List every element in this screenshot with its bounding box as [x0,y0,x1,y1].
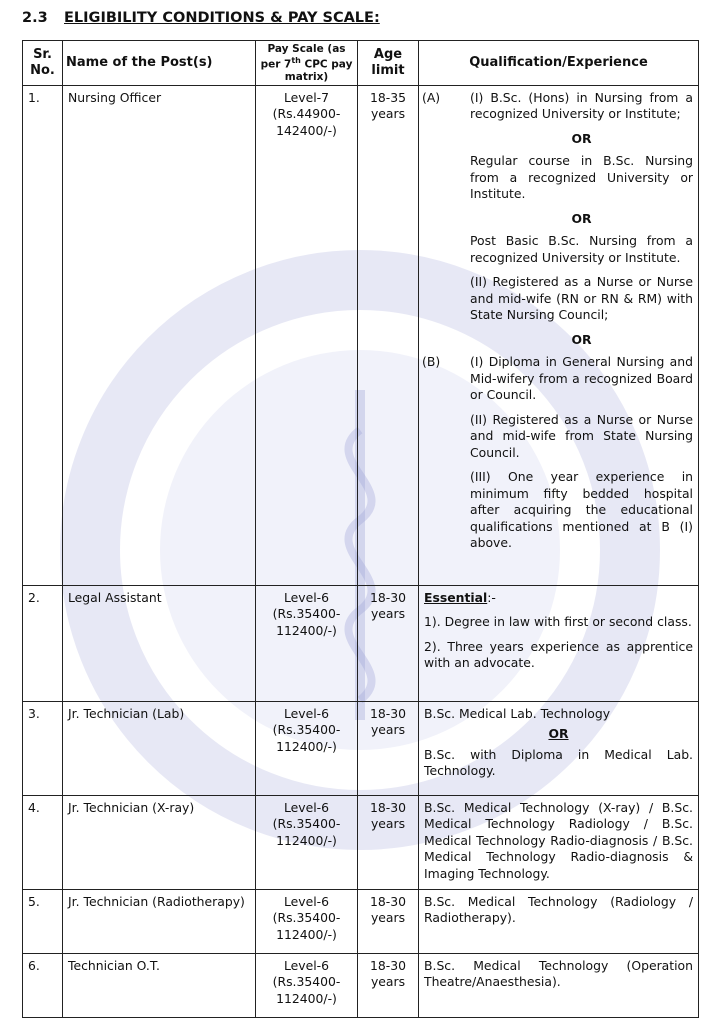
pay-level: Level-6 [283,799,330,815]
age-limit: 18-30 years [358,953,419,1017]
header-sr-no: Sr. No. [23,41,63,86]
post-name: Technician O.T. [63,953,256,1017]
qualification [419,585,699,701]
pay-range: (Rs.35400-112400/-) [272,910,341,942]
qualification: B.Sc. Medical Technology (X-ray) / B.Sc. Medical Technology Radiology / B.Sc. Medical Technology Radio-diagnosis / B.Sc. Medical Technology Radio-diagnosis & Imaging Technology. [419,795,699,889]
qual-text: (II) Registered as a Nurse or Nurse and mid-wife (RN or RN & RM) with State Nursing Council; [470,274,693,322]
qualification [419,85,699,585]
sr-no: 6. [23,953,63,1017]
qual-text: 1). Degree in law with first or second class. [424,614,692,629]
or-label: OR [548,726,569,741]
sr-no: 3. [23,701,63,795]
post-name: Jr. Technician (Radiotherapy) [63,889,256,953]
qual-text: B.Sc. with Diploma in Medical Lab. Technology. [424,746,693,778]
qual-text: Post Basic B.Sc. Nursing from a recognized University or Institute. [470,233,693,265]
qual-text: (III) One year experience in minimum fifty bedded hospital after acquiring the educational qualifications mentioned at B (I) above. [470,469,693,550]
pay-level: Level-6 [283,893,330,909]
header-post-name: Name of the Post(s) [63,41,256,86]
pay-scale [256,889,358,953]
qualification [419,701,699,795]
pay-scale [256,795,358,889]
section-title: ELIGIBILITY CONDITIONS & PAY SCALE: [64,10,380,26]
pay-scale [256,953,358,1017]
pay-level: Level-7 [283,89,330,105]
sr-no: 4. [23,795,63,889]
qual-text: 2). Three years experience as apprentice with an advocate. [424,638,693,670]
pay-level: Level-6 [283,705,330,721]
eligibility-table [22,40,699,1018]
or-label: OR [571,210,592,226]
sr-no: 2. [23,585,63,701]
sr-no: 1. [23,85,63,585]
age-limit: 18-30 years [358,585,419,701]
pay-range: (Rs.44900-142400/-) [272,106,341,138]
qual-section-label: (B) [422,354,441,369]
header-row [23,41,699,86]
post-name: Jr. Technician (X-ray) [63,795,256,889]
header-pay-scale: Pay Scale (as per 7th CPC pay matrix) [256,41,358,86]
age-limit: 18-30 years [358,701,419,795]
or-label: OR [571,130,592,146]
header-age-limit: Age limit [358,41,419,86]
pay-level: Level-6 [283,957,330,973]
qual-text: B.Sc. Medical Lab. Technology [424,705,611,721]
pay-range: (Rs.35400-112400/-) [272,974,341,1006]
post-name: Legal Assistant [63,585,256,701]
header-qualification: Qualification/Experience [419,41,699,86]
pay-range: (Rs.35400-112400/-) [272,816,341,848]
pay-scale [256,701,358,795]
post-name: Jr. Technician (Lab) [63,701,256,795]
pay-scale [256,85,358,585]
qual-text: (II) Registered as a Nurse or Nurse and mid-wife from State Nursing Council. [470,411,693,460]
qualification: B.Sc. Medical Technology (Operation Theatre/Anaesthesia). [419,953,699,1017]
table-row [23,585,699,701]
or-label: OR [571,331,592,347]
pay-range: (Rs.35400-112400/-) [272,722,341,754]
essential-heading [424,590,693,607]
sr-no: 5. [23,889,63,953]
qual-section-label: (A) [422,89,441,105]
table-row [23,795,699,889]
table-row [23,85,699,585]
qual-text: Regular course in B.Sc. Nursing from a recognized University or Institute. [470,153,693,201]
pay-level: Level-6 [283,589,330,605]
table-row [23,701,699,795]
age-limit: 18-30 years [358,889,419,953]
age-limit: 18-30 years [358,795,419,889]
qualification: B.Sc. Medical Technology (Radiology / Radiotherapy). [419,889,699,953]
essential-suffix: :- [487,589,496,605]
section-number: 2.3 [22,10,48,26]
section-heading [22,10,380,26]
table-row [23,889,699,953]
age-limit: 18-35 years [358,85,419,585]
post-name: Nursing Officer [63,85,256,585]
pay-scale [256,585,358,701]
qual-text: (I) Diploma in General Nursing and Mid-wifery from a recognized Board or Council. [470,354,693,402]
table-row [23,953,699,1017]
qual-text: (I) B.Sc. (Hons) in Nursing from a recognized University or Institute; [470,89,693,121]
essential-label: Essential [424,589,488,605]
pay-range: (Rs.35400-112400/-) [272,606,341,638]
